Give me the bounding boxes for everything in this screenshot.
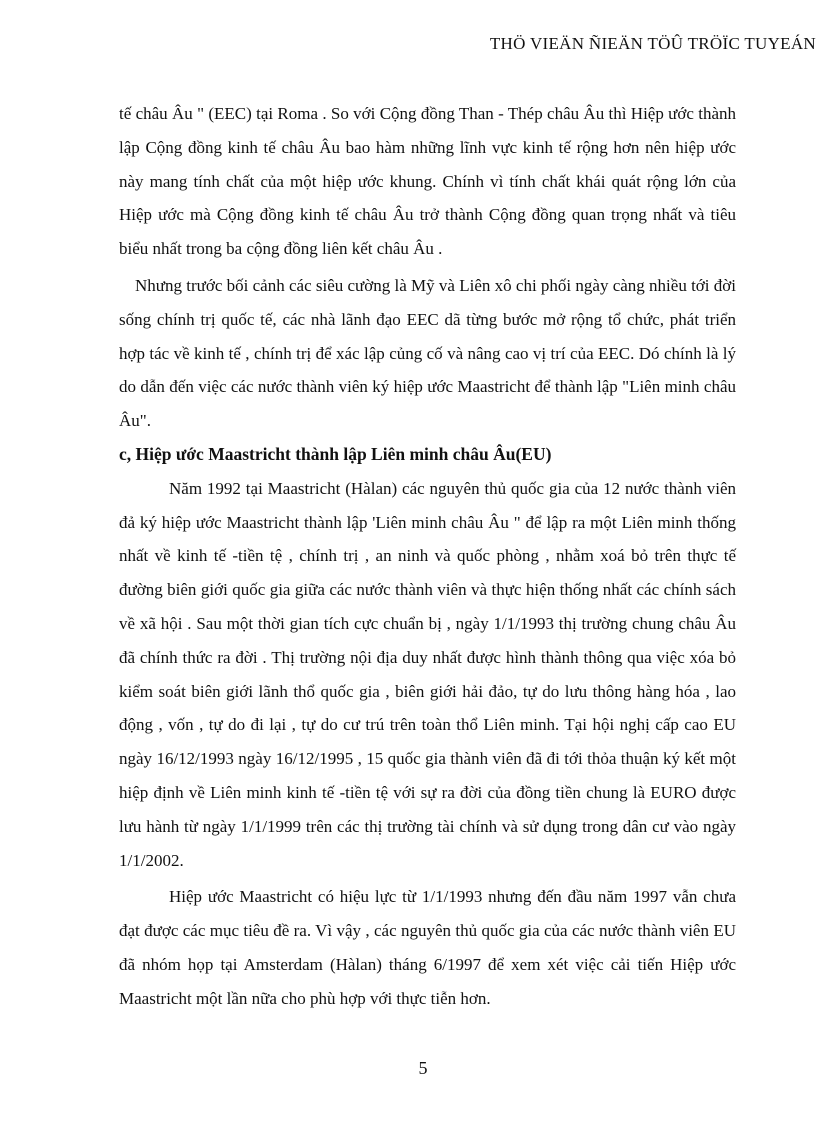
page-number: 5 <box>418 1058 428 1078</box>
page-header: THÖ VIEÄN ÑIEÄN TÖÛ TRÖÏC TUYEÁN <box>489 34 816 53</box>
document-body <box>119 97 736 1016</box>
paragraph-maastricht-1992: Năm 1992 tại Maastricht (Hàlan) các nguyên thủ quốc gia của 12 nước thành viên đả ký hiệp ước Maastricht thành lập 'Liên minh châu Âu " để lập ra một Liên minh thống nhất về kinh tế -tiền tệ , chính trị , an ninh và quốc phòng , nhằm xoá bỏ trên thực tế đường biên giới quốc gia giữa các nước thành viên và thực hiện thống nhất các chính sách về xã hội . Sau một thời gian tích cực chuẩn bị , ngày 1/1/1993 thị trường chung châu Âu đã chính thức ra đời . Thị trường nội địa duy nhất được hình thành thông qua việc xóa bỏ kiểm soát biên giới lãnh thổ quốc gia , biên giới hải đảo, tự do lưu thông hàng hóa , lao động , vốn , tự do đi lại , tự do cư trú trên toàn thổ Liên minh. Tại hội nghị cấp cao EU ngày 16/12/1993 ngày 16/12/1995 , 15 quốc gia thành viên đã đi tới thỏa thuận ký kết một hiệp định về Liên minh kinh tế -tiền tệ với sự ra đời của đồng tiền chung là EURO được lưu hành từ ngày 1/1/1999 trên các thị trường tài chính và sử dụng trong dân cư vào ngày 1/1/2002. <box>119 478 736 870</box>
paragraph-eec-treaty: tế châu Âu " (EEC) tại Roma . So với Cộng đồng Than - Thép châu Âu thì Hiệp ước thành lập Cộng đồng kinh tế châu Âu bao hàm những lĩnh vực kinh tế rộng hơn nên hiệp ước này mang tính chất của một hiệp ước khung. Chính vì tính chất khái quát rộng lớn của Hiệp ước mà Cộng đồng kinh tế châu Âu trở thành Cộng đồng quan trọng nhất và tiêu biểu nhất trong ba cộng đồng liên kết châu Âu . <box>119 104 736 259</box>
section-heading-maastricht: c, Hiệp ước Maastricht thành lập Liên minh châu Âu(EU) <box>119 443 552 464</box>
paragraph-amsterdam-1997: Hiệp ước Maastricht có hiệu lực từ 1/1/1993 nhưng đến đầu năm 1997 vẫn chưa đạt được các mục tiêu đề ra. Vì vậy , các nguyên thủ quốc gia của các nước thành viên EU đã nhóm họp tại Amsterdam (Hàlan) tháng 6/1997 để xem xét việc cải tiến Hiệp ước Maastricht một lần nữa cho phù hợp với thực tiễn hơn. <box>119 887 736 1008</box>
paragraph-eec-expansion: Nhưng trước bối cảnh các siêu cường là Mỹ và Liên xô chi phối ngày càng nhiều tới đời sống chính trị quốc tế, các nhà lãnh đạo EEC dã từng bước mở rộng tổ chức, phát triển hợp tác về kinh tế , chính trị để xác lập củng cố và nâng cao vị trí của EEC. Dó chính là lý do dẫn đến việc các nước thành viên ký hiệp ước Maastricht để thành lập "Liên minh châu Âu". <box>119 275 736 431</box>
